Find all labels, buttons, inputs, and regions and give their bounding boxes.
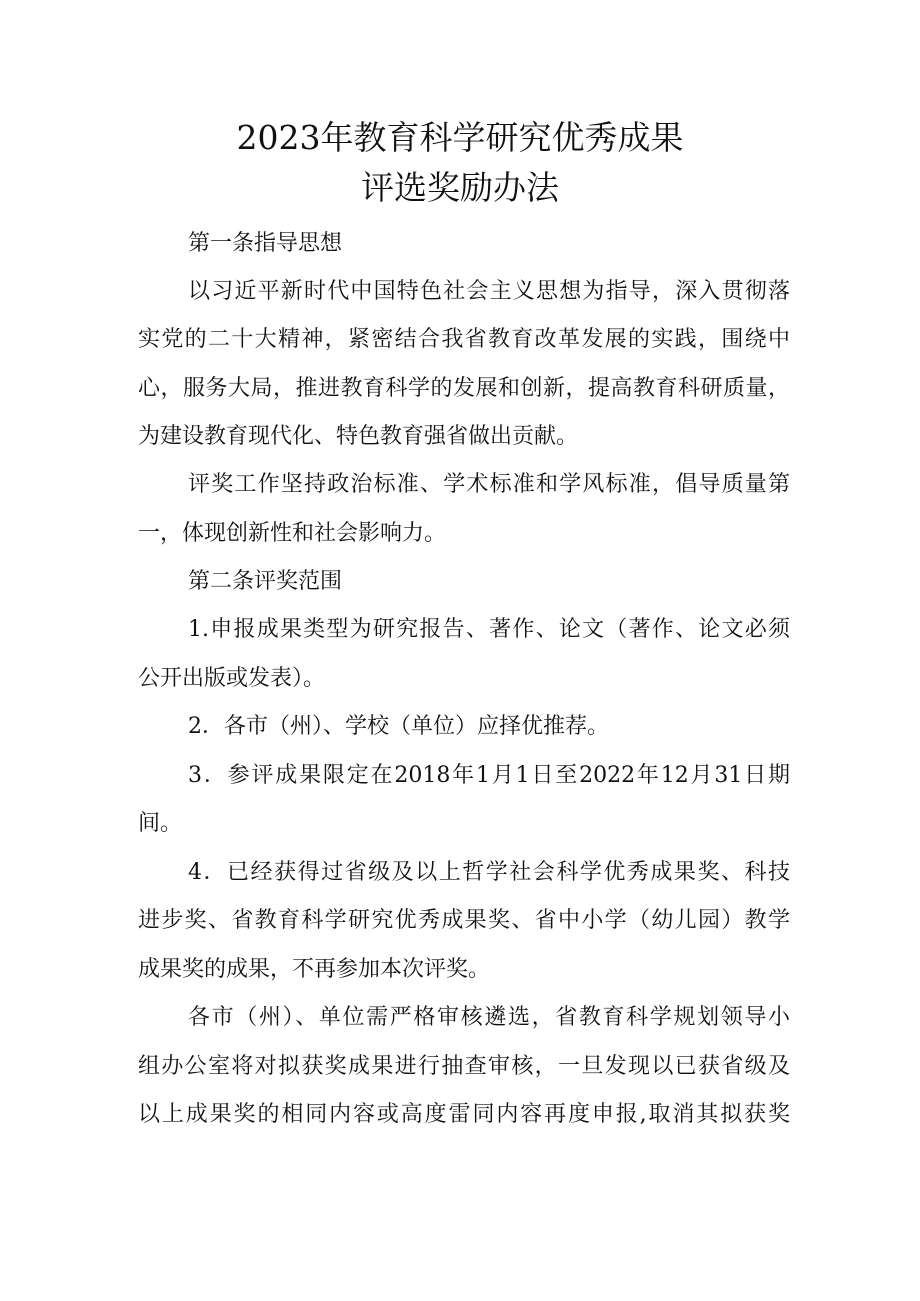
document-title-line-2: 评选奖励办法 — [361, 168, 559, 207]
list-item-line: 进步奖、省教育科学研究优秀成果奖、省中小学（幼儿园）教学 — [138, 908, 790, 933]
section-heading-1: 第一条指导思想 — [188, 231, 343, 256]
list-item-line: 公开出版或发表）。 — [138, 666, 326, 691]
paragraph-line: 实党的二十大精神，紧密结合我省教育改革发展的实践，围绕中 — [138, 327, 790, 352]
paragraph-line: 为建设教育现代化、特色教育强省做出贡献。 — [138, 424, 579, 449]
paragraph-line: 一，体现创新性和社会影响力。 — [138, 521, 447, 546]
section-heading-2: 第二条评奖范围 — [188, 569, 343, 594]
list-item-line: 4．已经获得过省级及以上哲学社会科学优秀成果奖、科技 — [188, 860, 790, 885]
list-item-line: 成果奖的成果，不再参加本次评奖。 — [138, 957, 491, 982]
paragraph-line: 评奖工作坚持政治标准、学术标准和学风标准，倡导质量第 — [188, 472, 790, 497]
list-item-line: 1.申报成果类型为研究报告、著作、论文（著作、论文必须 — [188, 617, 790, 642]
paragraph-line: 以上成果奖的相同内容或高度雷同内容再度申报,取消其拟获奖 — [138, 1102, 790, 1127]
list-item-line: 间。 — [138, 811, 183, 836]
paragraph-line: 各市（州）、单位需严格审核遴选，省教育科学规划领导小 — [188, 1005, 790, 1030]
list-item-line: 3．参评成果限定在2018年1月1日至2022年12月31日期 — [188, 763, 790, 788]
document-title-line-1: 2023年教育科学研究优秀成果 — [236, 118, 684, 157]
list-item-line: 2．各市（州）、学校（单位）应择优推荐。 — [188, 714, 609, 739]
paragraph-line: 以习近平新时代中国特色社会主义思想为指导，深入贯彻落 — [188, 279, 790, 304]
paragraph-line: 组办公室将对拟获奖成果进行抽查审核，一旦发现以已获省级及 — [138, 1054, 790, 1079]
paragraph-line: 心，服务大局，推进教育科学的发展和创新，提高教育科研质量， — [138, 376, 790, 401]
